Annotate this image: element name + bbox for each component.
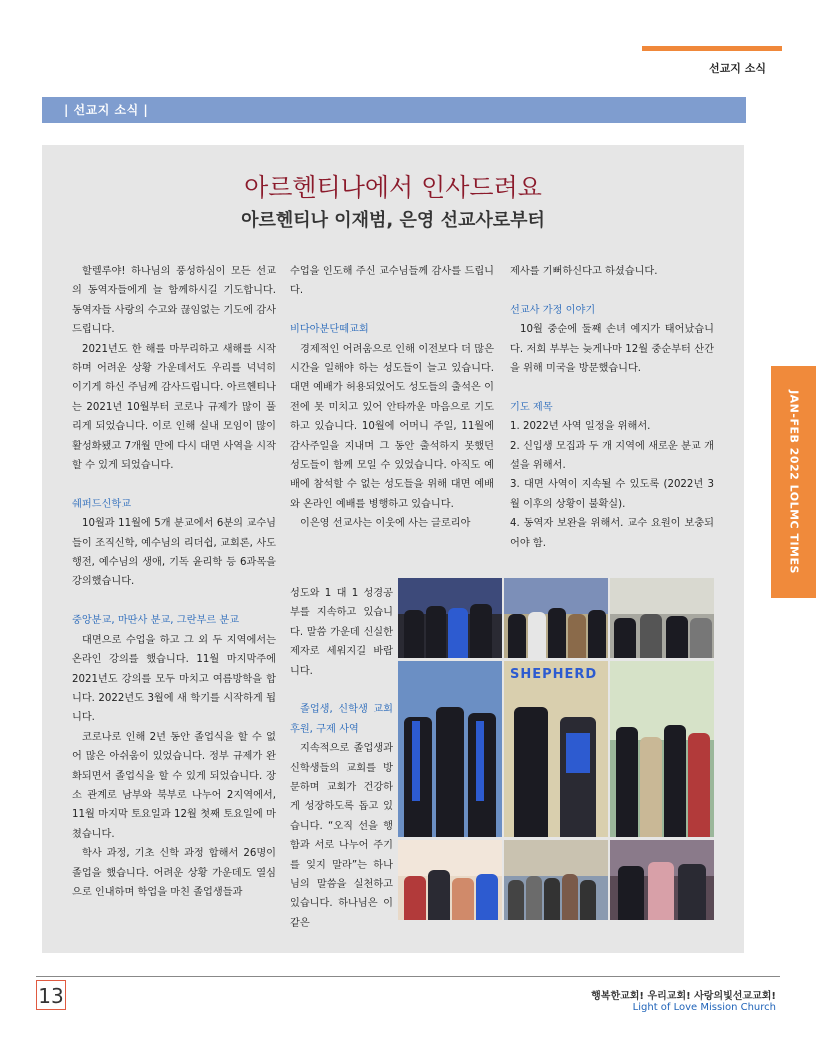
column-2-narrow [290,584,393,933]
graduation-photo-2 [504,578,608,658]
prayer-item: 3. 대면 사역이 지속될 수 있도록 (2022년 3월 이후의 상황이 불확실). [510,479,714,510]
col1-heading-branches: 중앙분교, 마딴사 분교, 그란부르 분교 [72,615,240,627]
col1-paragraph-graduation: 코로나로 인해 2년 동안 졸업식을 할 수 없어 많은 아쉬움이 있었습니다. 정부 규제가 완화되면서 졸업식을 할 수 있게 되었습니다. 장소 관계로 남부와 북부로 나누어 2지역에서, 11월 마지막 토요일과 12월 첫째 토요일에 마쳤습니다. [72,731,276,840]
section-bar: | 선교지 소식 | [42,97,746,123]
col2-paragraph-thanks: 수업을 인도해 주신 교수님들께 감사를 드립니다. [290,266,494,297]
page-number: 13 [36,980,66,1010]
prayer-item: 2. 신입생 모집과 두 개 지역에 새로운 분교 개설을 위해서. [510,440,714,472]
prayer-item: 4. 동역자 보완을 위해서. 교수 요원이 보충되어야 함. [510,518,714,549]
graduation-photo-6 [610,661,714,837]
prayer-list [510,417,714,553]
photo-collage [398,578,714,920]
banner-text: SHEPHERD [510,667,598,682]
graduation-photo-5 [504,661,608,837]
article-subtitle: 아르헨티나 이재범, 은영 선교사로부터 [241,210,545,231]
col1-paragraph-classes: 10월과 11월에 5개 분교에서 6분의 교수님들이 조직신학, 예수님의 리더쉽, 교회론, 사도행전, 예수님의 생애, 기독 윤리학 등 6과목을 강의했습니다. [72,518,276,588]
issue-side-tab [771,366,816,598]
col2-heading-church: 비다아분단떼교회 [290,324,369,336]
col2-heading-support: 졸업생, 신학생 교회 후원, 구제 사역 [290,704,393,735]
church-photo-1 [398,840,502,920]
column-3 [510,262,714,553]
col1-paragraph-covid: 2021년도 한 해를 마무리하고 새해를 시작하며 어려운 상황 가운데서도 우리를 넉넉히 이기게 하신 주님께 감사드립니다. 아르헨티나는 2021년 10월부터 코로나 규제가 많이 풀리게 되었습니다. 이로 인해 실내 모임이 많이 활성화됐고 7개월 만에 다시 대면 사역을 시작할 수 있게 되었습니다. [72,343,276,472]
footer-slogan: 행복한교회! 우리교회! 사랑의빛선교교회! [591,991,776,1002]
footer-rule [36,976,780,977]
graduation-photo-1 [398,578,502,658]
header-section-label: 선교지 소식 [709,62,766,75]
col2-paragraph-bible-study: 성도와 1 대 1 성경공부를 지속하고 있습니다. 말씀 가운데 신실한 제자로 세워지길 바랍니다. [290,588,393,677]
column-2 [290,262,494,534]
graduation-photo-4 [398,661,502,837]
prayer-item: 1. 2022년 사역 일정을 위해서. [510,421,651,433]
col3-heading-family: 선교사 가정 이야기 [510,304,596,316]
church-photo-2 [504,840,608,920]
col1-paragraph-online: 대면으로 수업을 하고 그 외 두 지역에서는 온라인 강의를 했습니다. 11월 마지막주에 2021년도 강의를 모두 마치고 여름방학을 합니다. 2022년도 3월에 새 학기를 시작하게 됩니다. [72,634,276,724]
col2-paragraph-visits: 지속적으로 졸업생과 신학생들의 교회를 방문하며 교회가 건강하게 성장하도록 돕고 있습니다. “오직 선을 행함과 서로 나누어 주기를 잊지 말라”는 하나님의 말씀을 실천하고 있습니다. 하나님은 이 같은 [290,743,393,929]
church-photo-3 [610,840,714,920]
col3-paragraph-granddaughter: 10월 중순에 둘째 손녀 예지가 태어났습니다. 저희 부부는 늦게나마 12월 중순부터 산간을 위해 미국을 방문했습니다. [510,324,714,375]
column-1 [72,262,276,902]
col1-heading-seminary: 쉐퍼드신학교 [72,498,132,510]
issue-side-tab-label: JAN-FEB 2022 LOLMC TIMES [787,390,800,574]
col1-paragraph-graduates: 학사 과정, 기초 신학 과정 합해서 26명이 졸업을 했습니다. 어려운 상황 가운데도 열심으로 인내하며 학업을 마친 졸업생들과 [72,848,276,898]
col2-paragraph-economy: 경제적인 어려움으로 인해 이전보다 더 많은 시간을 일해야 하는 성도들이 늘고 있습니다. 대면 예배가 허용되었어도 성도들의 출석은 이전에 못 미치고 있어 안타까운 마음으로 기도하고 있습니다. 10월에 어머니 주일, 11월에 감사주일을 지내며 그 동안 출석하지 못했던 성도들이 함께 모일 수 있었습니다. 아직도 예배에 참석할 수 없는 성도들을 위해 대면 예배와 온라인 예배를 병행하고 있습니다. [290,343,494,510]
header-accent-rule [642,46,782,51]
col3-paragraph-offering: 제사를 기뻐하신다고 하셨습니다. [510,266,658,277]
col1-paragraph-greeting: 할렐루야! 하나님의 풍성하심이 모든 선교의 동역자들에게 늘 함께하시길 기도합니다. 동역자들 사랑의 수고와 끊임없는 기도에 감사드립니다. [72,266,276,336]
article-title: 아르헨티나에서 인사드려요 [244,173,542,202]
footer-church-name: Light of Love Mission Church [632,1002,776,1013]
col3-heading-prayer: 기도 제목 [510,401,553,413]
col2-paragraph-gloria: 이은영 선교사는 이웃에 사는 글로리아 [300,518,471,530]
graduation-photo-3 [610,578,714,658]
